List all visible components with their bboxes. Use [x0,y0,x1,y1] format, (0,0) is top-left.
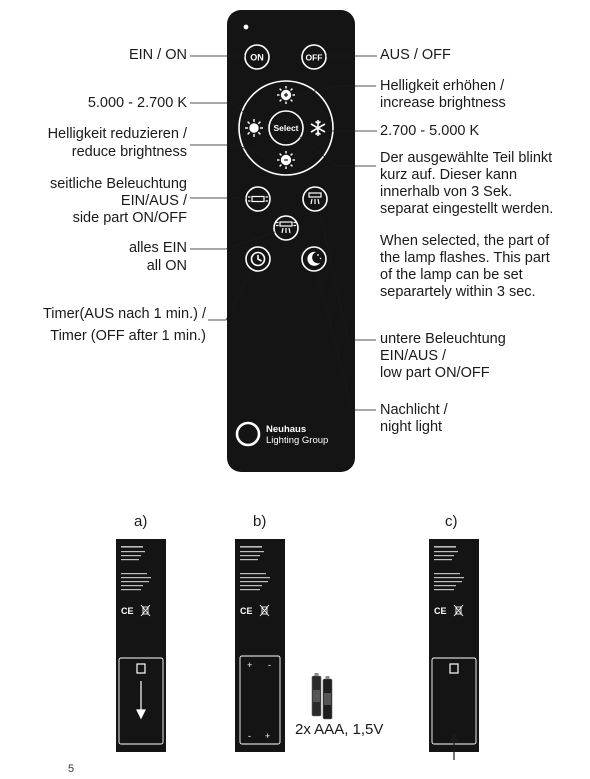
svg-text:CE: CE [434,606,447,616]
label-low-3: low part ON/OFF [380,365,490,381]
on-button-label: ON [250,52,264,63]
label-increase-2: increase brightness [380,95,506,111]
label-side-1: seitliche Beleuchtung [49,176,187,192]
label-all-1: alles EIN [128,240,187,256]
led-indicator [244,25,249,30]
panel-label-c: c) [445,513,458,530]
plus-mark-bottom: + [265,731,271,741]
label-side-3: side part ON/OFF [72,210,187,226]
label-night-1: Nachlicht / [380,402,448,418]
label-select-en-2: the lamp flashes. This part [380,250,550,266]
label-cct-warm: 5.000 - 2.700 K [87,95,187,111]
svg-text:CE: CE [240,606,253,616]
brand-name: Neuhaus [266,424,307,435]
label-select-en-3: of the lamp can be set [380,267,523,283]
back-panel-c [429,539,479,752]
label-reduce-1: Helligkeit reduzieren / [47,126,187,142]
panel-label-b: b) [253,513,267,530]
label-select-de-1: Der ausgewählte Teil blinkt [380,150,553,166]
panel-label-a: a) [134,513,148,530]
remote-body [227,10,355,472]
label-timer-1: Timer(AUS nach 1 min.) / [42,306,206,322]
minus-mark-top: - [268,660,271,670]
side-light-button[interactable] [246,187,270,211]
label-side-2: EIN/AUS / [120,193,187,209]
label-select-de-2: kurz auf. Dieser kann [380,167,518,183]
battery-spec: 2x AAA, 1,5V [295,721,384,738]
warm-light-icon[interactable] [245,119,263,137]
label-low-1: untere Beleuchtung [380,331,506,347]
back-panel-b [235,539,285,752]
label-increase-1: Helligkeit erhöhen / [380,78,505,94]
svg-text:CE: CE [121,606,134,616]
back-panel-a [116,539,166,752]
label-on: EIN / ON [128,47,187,63]
label-select-en-1: When selected, the part of [380,233,550,249]
battery-icon [312,673,332,719]
minus-mark-bottom: - [248,731,251,741]
label-select-de-3: innerhalb von 3 Sek. [380,184,513,200]
label-all-2: all ON [146,258,187,274]
plus-mark-top: + [247,660,253,670]
label-timer-2: Timer (OFF after 1 min.) [50,328,206,344]
label-night-2: night light [380,419,443,435]
brand-subtitle: Lighting Group [266,435,329,446]
label-off: AUS / OFF [380,47,451,63]
night-light-button[interactable] [302,247,326,271]
label-low-2: EIN/AUS / [380,348,447,364]
off-button-label: OFF [305,52,323,63]
label-select-de-4: separat eingestellt werden. [380,201,554,217]
label-select-en-4: separartely within 3 sec. [380,284,536,300]
page-number: 5 [68,763,75,775]
weee-bin-icon [141,605,463,616]
label-reduce-2: reduce brightness [71,144,187,160]
select-button-label: Select [273,123,299,133]
label-cct-cold: 2.700 - 5.000 K [380,123,480,139]
